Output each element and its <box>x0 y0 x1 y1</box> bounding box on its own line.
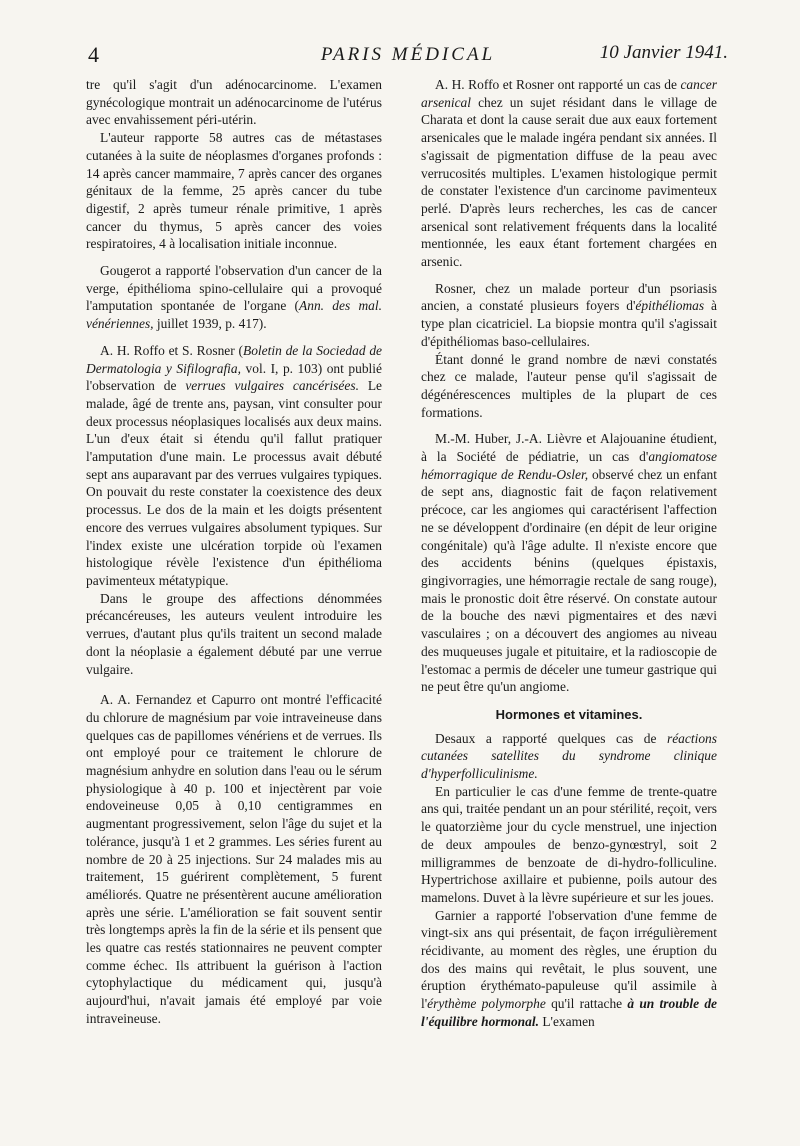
paragraph: tre qu'il s'agit d'un adénocarcinome. L'examen gynécologique montrait un adénocarcinome de l'utérus avec envahissement péri-utérin. <box>86 77 382 128</box>
paragraph: Gougerot a rapporté l'observation d'un cancer de la verge, épithélioma spino-cellulaire qui a provoqué l'amputation spontanée de l'organe (Ann. des mal. vénériennes, juillet 1939, p. 417). <box>86 263 382 332</box>
paragraph: M.-M. Huber, J.-A. Lièvre et Alajouanine étudient, à la Société de pédiatrie, un cas d'angiomatose hémorragique de Rendu-Osler, observé chez un enfant de sept ans, diagnostic fait de façon relativement précoce, car les angiomes qui caractérisent l'affection ne se développent d'ordinaire (en dépit de leur origine congénitale) qu'à l'âge adulte. Il n'existe encore que des accidents bénins (quelques épistaxis, gingivorragies, une hémorragie rectale de sang rouge), mais le pronostic doit être réservé. On constate autour de la bouche des nævi pigmentaires et des nævi vasculaires ; on a découvert des angiomes au niveau des muqueuses jugale et pituitaire, et la radioscopie de l'estomac a permis de déceler une tumeur gastrique qui ne peut être qu'un angiome. <box>421 431 717 695</box>
right-column <box>421 76 717 1031</box>
paragraph: A. A. Fernandez et Capurro ont montré l'efficacité du chlorure de magnésium par voie intraveineuse dans quelques cas de papillomes vénériens et de verrues. Ils ont employé pour ce traitement le chlorure de magnésium anhydre en solution dans l'eau ou le sérum physiologique à 40 p. 100 et injectèrent par voie endoveineuse 0,05 à 0,10 centigrammes en augmentant progressivement, selon l'âge du sujet et la tolérance, jusqu'à 1 et 2 grammes. Les séries furent au nombre de 20 à 25 injections. Sur 24 malades mis au traitement, 15 guérirent complètement, 5 furent améliorés. Quatre ne présentèrent aucune amélioration après une série. L'amélioration se fait souvent sentir très longtemps après la fin de la série et ils pensent que les quatre cas restés stationnaires ne peuvent compter comme échec. Ils attribuent la guérison à l'action cytophylactique du médicament qui, jusqu'à aujourd'hui, n'avait jamais été employé par voie intraveineuse. <box>86 692 382 1026</box>
issue-date: 10 Janvier 1941. <box>599 42 728 63</box>
left-column <box>86 76 382 1028</box>
paragraph: Garnier a rapporté l'observation d'une femme de vingt-six ans qui présentait, de façon irrégulièrement récidivante, au moment des règles, une éruption du dos des mains qui revêtait, le plus souvent, une éruption érythémato-papuleuse qu'il assimile à l'érythème polymorphe qu'il rattache à un trouble de l'équilibre hormonal. L'examen <box>421 907 717 1029</box>
paragraph: L'auteur rapporte 58 autres cas de métastases cutanées à la suite de néoplasmes d'organes profonds : 14 après cancer mammaire, 7 après cancer des organes génitaux de la femme, 25 après cancer du tube digestif, 2 après tumeur rénale primitive, 1 après cancer du thymus, 5 après cancer des voies respiratoires, 4 à localisation initiale inconnue. <box>86 130 382 252</box>
paragraph: A. H. Roffo et Rosner ont rapporté un cas de cancer arsenical chez un sujet résidant dans le village de Charata et dont la cause serait due aux eaux fortement arsenicales que le malade ingéra pendant six années. Il s'agissait de pigmentation diffuse de la peau avec verrucosités multiples. L'examen histologique permit de constater l'existence d'un carcinome pavimenteux perlé. D'après leurs recherches, les cas de cancer arsenical sont relativement fréquents dans la localité mentionnée, les eaux étant fortement chargées en arsenic. <box>421 77 717 270</box>
paragraph: Étant donné le grand nombre de nævi constatés chez ce malade, l'auteur pense qu'il s'agissait de dégénérescences multiples de la plupart de ces formations. <box>421 351 717 420</box>
paragraph: En particulier le cas d'une femme de trente-quatre ans qui, traitée pendant un an pour stérilité, reçoit, vers le quatorzième jour du cycle menstruel, une injection de deux ampoules de benzo-gynœstryl, soit 2 milligrammes de benzoate de di-hydro-folliculine. Hypertrichose axillaire et pubienne, poils autour des mamelons. Duvet à la lèvre supérieure et sur les joues. <box>421 783 717 905</box>
paragraph: A. H. Roffo et S. Rosner (Boletin de la Sociedad de Dermatologia y Sifilografia, vol. I, p. 103) ont publié l'observation de verrues vulgaires cancérisées. Le malade, âgé de trente ans, paysan, vint consulter pour deux processus néoplasiques localisés aux deux mains. L'un d'eux était si étendu qu'il fallut pratiquer l'amputation d'une main. Le processus avait débuté sept ans auparavant par des verrues vulgaires typiques. On pouvait du reste constater la coexistence des deux processus. Le dos de la main et les doigts présentent encore des verrues vulgaires absolument typiques. Sur l'index existe une ulcération torpide où l'examen histologique révèle l'existence d'un épithélioma pavimenteux métatypique. <box>86 342 383 588</box>
paragraph: Desaux a rapporté quelques cas de réactions cutanées satellites du syndrome clinique d'hyperfolliculinisme. <box>421 730 717 782</box>
journal-title: PARIS MÉDICAL <box>320 44 496 65</box>
page-number: 4 <box>88 42 99 67</box>
paragraph: Dans le groupe des affections dénommées précancéreuses, les auteurs veulent introduire les verrues, d'autant plus qu'ils traitent un second malade dont la néoplasie a également débuté par une verrue vulgaire. <box>86 590 382 677</box>
section-heading: Hormones et vitamines. <box>495 706 643 722</box>
paragraph: Rosner, chez un malade porteur d'un psoriasis ancien, a constaté plusieurs foyers d'épithéliomas à type plan cicatriciel. La biopsie montra qu'il s'agissait d'épithéliomas baso-cellulaires. <box>421 280 718 349</box>
page-header <box>88 42 728 72</box>
